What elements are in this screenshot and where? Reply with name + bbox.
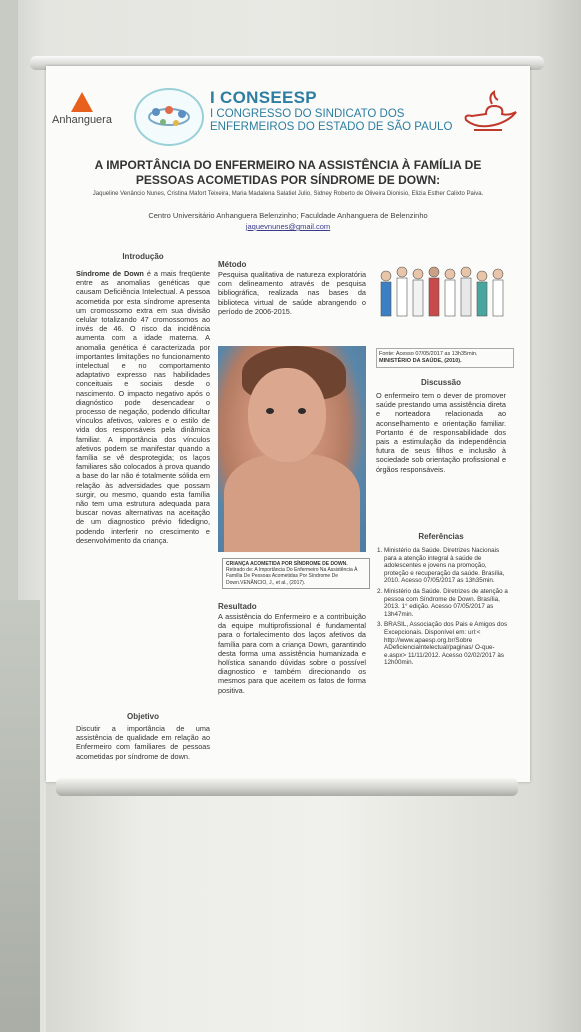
objetivo-section bbox=[76, 712, 210, 761]
resultado-heading: Resultado bbox=[218, 602, 257, 611]
figure-source-line-2: MINISTÉRIO DA SAÚDE, (2010). bbox=[379, 358, 462, 364]
objetivo-text: Discutir a importância de uma assistência de qualidade em relação ao Enfermeiro com familiares de pessoas acometidas por síndrome de down. bbox=[76, 724, 210, 761]
nursing-lamp-icon bbox=[458, 90, 522, 138]
objetivo-heading: Objetivo bbox=[126, 712, 159, 721]
bottom-rod bbox=[56, 778, 518, 796]
discussao-section bbox=[376, 378, 506, 474]
introducao-body: é a mais freqüente entre as anomalias genéticas que causam Deficiência Intelectual. A pessoa acometida por esta síndrome apresenta um cromossomo extra em sua divisão celular totalizando 47 cromossomos ao invés de 46. O risco da incidência aumenta com a idade materna. A anomalia genética é caracterizada por importantes limitações no funcionamento intelectual e no comportamento adaptativo expresso nas habilidades conceituais e sociais desde o nascimento. O impacto negativo após o diagnóstico pode desencadear o processo de negação, podendo dificultar vínculos afetivos, valores e o estilo de vida dos responsáveis pela dinâmica familiar. A importância dos vínculos afetivos podem se manifestar quando a família se vê desprotegida; os laços familiares são colocados à prova quando a base do lar não é totalmente sólida em relação às adversidades que possam surgir, ou mesmo, quando esta família não tem uma estrutura adequada para buscar novas alternativas na aceitação de um diagnostico prévio fidedigno, podendo interferir no crescimento e desenvolvimento da criança. bbox=[76, 269, 210, 545]
anhanguera-logo-text: Anhanguera bbox=[52, 114, 112, 126]
resultado-section bbox=[218, 602, 366, 695]
introducao-section bbox=[76, 252, 210, 545]
conference-title bbox=[210, 88, 452, 134]
resultado-text: A assistência do Enfermeiro e a contribuição da equipe multiprofissional é fundamental para o fortalecimento dos laços afetivos da família para com a criança Down, garantindo desta forma uma assistência humanizada e holística sanando dúvidas sobre o possível diagnostico e também direcionando os mesmos para que aceitem os fatos de forma positiva. bbox=[218, 612, 366, 695]
referencia-item: 1. Ministério da Saúde. Diretrizes Nacionais para a atenção integral à saúde de adolescentes e jovens na promoção, proteção e recuperação da saúde. Brasília, 2010. Acesso 07/05/2017 as 13h35min. bbox=[384, 547, 510, 585]
affiliation: Centro Universitário Anhanguera Belenzinho; Faculdade Anhanguera de Belenzinho bbox=[148, 211, 428, 220]
conference-subtitle-2: ENFERMEIROS DO ESTADO DE SÃO PAULO bbox=[210, 121, 453, 133]
molecule-icon bbox=[136, 90, 202, 144]
anhanguera-triangle-icon bbox=[71, 92, 93, 112]
introducao-heading: Introdução bbox=[122, 252, 164, 261]
nurses-illustration bbox=[376, 262, 510, 342]
metodo-section bbox=[218, 260, 366, 316]
referencias-section bbox=[372, 532, 510, 670]
conseesp-logo bbox=[134, 88, 204, 146]
introducao-lead: Síndrome de Down bbox=[76, 269, 144, 278]
photo-caption-body: Retirado de: A Importância Do Enfermeiro Na Assistência À Família De Pessoas Acometidas Por Síndrome De Down.VENÂNCIO, J., et al., (2017). bbox=[226, 567, 358, 586]
poster-title-line-2: PESSOAS ACOMETIDAS POR SÍNDROME DE DOWN: bbox=[135, 173, 441, 187]
figure-source bbox=[376, 348, 514, 368]
poster-title-line-1: A IMPORTÂNCIA DO ENFERMEIRO NA ASSISTÊNCIA À FAMÍLIA DE bbox=[94, 158, 482, 172]
anhanguera-logo bbox=[52, 92, 112, 126]
introducao-text bbox=[76, 269, 210, 545]
conference-subtitle-1: I CONGRESSO DO SINDICATO DOS bbox=[210, 108, 405, 120]
discussao-heading: Discussão bbox=[420, 378, 462, 387]
poster bbox=[46, 66, 530, 782]
referencias-list bbox=[372, 547, 510, 667]
figure-source-line-1: Fonte: Acesso 07/05/2017 as 13h35min. bbox=[379, 351, 478, 357]
photo-caption bbox=[222, 558, 370, 589]
photo-caption-title: CRIANÇA ACOMETIDA POR SÍNDROME DE DOWN. bbox=[226, 561, 348, 567]
child-photo bbox=[218, 346, 366, 552]
metodo-heading: Método bbox=[218, 260, 247, 269]
discussao-text: O enfermeiro tem o dever de promover saúde prestando uma assistência direta e norteadora relacionada ao aconselhamento e orientação familiar. Portanto é de responsabilidade dos pais a estimulação da independência futura de seus filhos e inclusão à sociedade sob orientação profissional e órgãos responsáveis. bbox=[376, 391, 506, 474]
email: jaquevnunes@gmail.com bbox=[245, 222, 331, 231]
referencias-heading: Referências bbox=[418, 532, 464, 541]
referencia-item: 2. Ministério da Saúde. Diretrizes de atenção a pessoa com Síndrome de Down. Brasília, 2013. 1° edição. Acesso 07/05/2017 as 13h47min. bbox=[384, 588, 510, 618]
floor bbox=[0, 600, 40, 1032]
poster-title bbox=[66, 158, 510, 188]
authors: Jaqueline Venâncio Nunes, Cristina Mafort Teixeira, Maria Madalena Salatiel Julio, Sidney Roberto de Oliveira Dionisio, Elizia Esther Calixto Paiva. bbox=[92, 191, 484, 197]
conference-name: I CONSEESP bbox=[210, 88, 317, 107]
referencia-item: 3. BRASIL, Associação dos Pais e Amigos dos Excepcionais. Disponível em: url:< http://www.apaesp.org.br/Sobre ADeficienciaIntelectual/paginas/ O-que-e.aspx> 11/11/2012. Acesso 02/02/2017 às 12h00min. bbox=[384, 621, 510, 667]
banner-stand bbox=[46, 780, 530, 1032]
metodo-text: Pesquisa qualitativa de natureza exploratória com delineamento através de pesquisa bibliográfica, realizada nas bases da biblioteca virtual de saúde abrangendo o período de 2006-2015. bbox=[218, 270, 366, 316]
